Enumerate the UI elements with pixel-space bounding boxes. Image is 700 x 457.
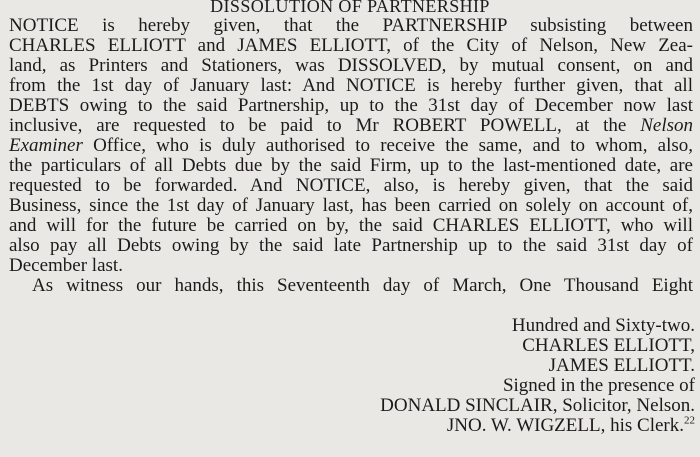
body-line-5: DEBTS owing to the said Partnership, up to the 31st day of December now last xyxy=(9,95,693,116)
body-line-13: December last. xyxy=(9,255,123,276)
body-line-12: also pay all Debts owing by the said late Partnership up to the said 31st day of xyxy=(9,235,693,256)
footnote-marker: 22 xyxy=(684,414,695,427)
body-line-4: from the 1st day of January last: And NOTICE is hereby further given, that all xyxy=(9,75,693,96)
body-line-3: land, as Printers and Stationers, was DISSOLVED, by mutual consent, on and xyxy=(9,55,693,76)
body-line-6-text: inclusive, are requested to be paid to Mr ROBERT POWELL, at the xyxy=(9,115,627,136)
witness-line: As witness our hands, this Seventeenth day of March, One Thousand Eight xyxy=(32,275,693,296)
body-line-6 xyxy=(9,116,693,136)
signature-james: JAMES ELLIOTT. xyxy=(548,355,695,376)
signed-presence: Signed in the presence of xyxy=(502,375,695,396)
body-line-1: NOTICE is hereby given, that the PARTNERSHIP subsisting between xyxy=(9,15,693,36)
body-line-10: Business, since the 1st day of January last, has been carried on solely on account of, xyxy=(9,195,693,216)
witness-line-2: Hundred and Sixty-two. xyxy=(511,315,695,336)
body-line-2: CHARLES ELLIOTT and JAMES ELLIOTT, of the City of Nelson, New Zea- xyxy=(9,35,693,56)
italic-examiner: Examiner xyxy=(9,135,83,156)
body-line-8: the particulars of all Debts due by the said Firm, up to the last-mentioned date, are xyxy=(9,155,693,176)
notice-heading: DISSOLUTION OF PARTNERSHIP xyxy=(210,0,490,16)
italic-nelson: Nelson xyxy=(640,115,693,136)
clerk-line xyxy=(447,416,695,436)
clerk-text: JNO. W. WIGZELL, his Clerk. xyxy=(446,415,684,436)
body-line-9: requested to be forwarded. And NOTICE, also, is hereby given, that the said xyxy=(9,175,693,196)
body-line-7-text: Office, who is duly authorised to receive the same, and to whom, also, xyxy=(93,135,693,156)
body-line-7 xyxy=(9,136,693,156)
solicitor-line: DONALD SINCLAIR, Solicitor, Nelson. xyxy=(380,395,695,416)
signature-charles: CHARLES ELLIOTT, xyxy=(522,335,695,356)
body-line-11: and will for the future be carried on by, the said CHARLES ELLIOTT, who will xyxy=(9,215,693,236)
notice-body xyxy=(9,16,693,296)
